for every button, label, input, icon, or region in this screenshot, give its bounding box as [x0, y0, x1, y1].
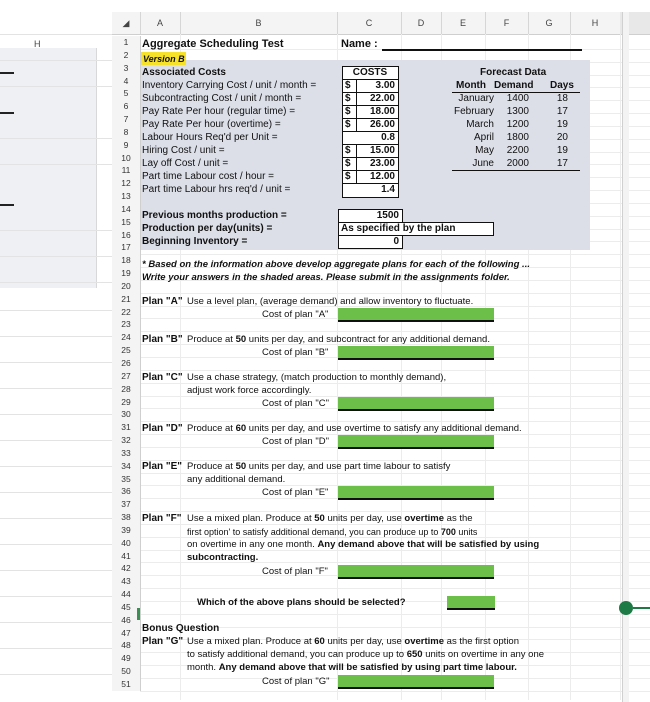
cost-label: Part time Labour hrs req'd / unit =: [142, 184, 291, 195]
plan-c-label: Plan "C": [142, 372, 183, 383]
selection-question: Which of the above plans should be selected?: [197, 597, 406, 608]
forecast-month: May: [475, 145, 494, 156]
prod-per-day-value: As specified by the plan: [341, 223, 456, 234]
row-header[interactable]: 34: [112, 460, 141, 473]
plan-f-cost-label: Cost of plan "F": [262, 566, 328, 577]
row-header[interactable]: 22: [112, 306, 141, 319]
column-header-g[interactable]: G: [528, 12, 571, 34]
row-header[interactable]: 45: [112, 601, 141, 614]
plan-c-text-2: adjust work force accordingly.: [187, 385, 312, 396]
forecast-days: 19: [556, 119, 568, 130]
bonus-title: Bonus Question: [142, 623, 220, 634]
row-header[interactable]: 16: [112, 229, 141, 242]
cost-label: Hiring Cost / unit =: [142, 145, 225, 156]
forecast-demand: 1400: [506, 93, 529, 104]
forecast-header-month: Month: [456, 80, 486, 91]
row-header[interactable]: 44: [112, 588, 141, 601]
row-header[interactable]: 42: [112, 562, 141, 575]
plan-f-text-4: subcontracting.: [187, 552, 259, 563]
row-header[interactable]: 27: [112, 370, 141, 383]
plan-b-text: Produce at 50 units per day, and subcontract for any additional demand.: [187, 334, 490, 345]
plan-g-text-1: Use a mixed plan. Produce at 60 units per day, use overtime as the first option: [187, 636, 519, 647]
row-header[interactable]: 10: [112, 152, 141, 165]
row-header[interactable]: 2: [112, 49, 141, 62]
forecast-demand: 2000: [506, 158, 529, 169]
row-header[interactable]: 29: [112, 396, 141, 409]
cost-value: 12.00: [369, 171, 395, 182]
plan-f-label: Plan "F": [142, 513, 182, 524]
prev-production-value: 1500: [376, 210, 399, 221]
cost-value: 23.00: [369, 158, 395, 169]
row-header[interactable]: 17: [112, 241, 141, 254]
forecast-month: February: [453, 106, 494, 117]
row-header[interactable]: 11: [112, 164, 141, 177]
plan-c-cost-answer[interactable]: [338, 397, 494, 411]
row-header[interactable]: 19: [112, 267, 141, 280]
plan-f-text-3: on overtime in any one month. Any demand above that will be satisfied by using: [187, 539, 540, 550]
row-header[interactable]: 37: [112, 498, 141, 511]
plan-a-cost-answer[interactable]: [338, 308, 494, 322]
plan-c-text: Use a chase strategy, (match production to monthly demand),: [187, 372, 447, 383]
forecast-days: 17: [556, 158, 568, 169]
cost-label: Lay off Cost / unit =: [142, 158, 229, 169]
cost-value: 26.00: [369, 119, 395, 130]
row-header[interactable]: 6: [112, 100, 141, 113]
background-border-mark: [0, 112, 14, 114]
column-header-h[interactable]: H: [570, 12, 621, 34]
row-header[interactable]: 36: [112, 485, 141, 498]
forecast-days: 20: [556, 132, 568, 143]
plan-g-text-3: month. Any demand above that will be satisfied by using part time labour.: [187, 662, 517, 673]
row-header[interactable]: 28: [112, 383, 141, 396]
cost-label: Pay Rate Per hour (regular time) =: [142, 106, 296, 117]
row-header[interactable]: 12: [112, 177, 141, 190]
row-header[interactable]: 51: [112, 678, 141, 691]
row-header[interactable]: 50: [112, 665, 141, 678]
cost-dollar: $: [345, 93, 351, 104]
cost-value: 3.00: [375, 80, 395, 91]
instructions-line-1: * Based on the information above develop aggregate plans for each of the following ...: [142, 259, 530, 270]
row-header[interactable]: 49: [112, 652, 141, 665]
forecast-title: Forecast Data: [480, 67, 547, 78]
row-header[interactable]: 40: [112, 537, 141, 550]
row-header[interactable]: 24: [112, 331, 141, 344]
plan-e-cost-answer[interactable]: [338, 486, 494, 500]
selection-handle[interactable]: [619, 601, 633, 615]
row-header[interactable]: 14: [112, 203, 141, 216]
plan-e-cost-label: Cost of plan "E": [262, 487, 329, 498]
column-header-a[interactable]: A: [140, 12, 181, 34]
row-45-selection-marker: [137, 608, 140, 620]
forecast-demand: 1300: [506, 106, 529, 117]
row-header[interactable]: 7: [112, 113, 141, 126]
forecast-month: June: [472, 158, 494, 169]
background-border-mark: [0, 204, 14, 206]
row-header[interactable]: 30: [112, 408, 141, 421]
plan-e-label: Plan "E": [142, 461, 183, 472]
row-header[interactable]: 41: [112, 550, 141, 563]
prev-production-label: Previous months production =: [142, 210, 287, 221]
row-header[interactable]: 32: [112, 434, 141, 447]
select-all-corner[interactable]: ◢: [112, 12, 141, 34]
plan-b-cost-label: Cost of plan "B": [262, 347, 329, 358]
cost-label: Inventory Carrying Cost / unit / month =: [142, 80, 317, 91]
cost-value: 15.00: [369, 145, 395, 156]
cost-dollar: $: [345, 119, 351, 130]
row-header[interactable]: 31: [112, 421, 141, 434]
forecast-demand: 1800: [506, 132, 529, 143]
row-header[interactable]: 39: [112, 524, 141, 537]
instructions-line-2: Write your answers in the shaded areas. Please submit in the assignments folder.: [142, 272, 510, 283]
row-header[interactable]: 9: [112, 139, 141, 152]
row-header[interactable]: 26: [112, 357, 141, 370]
column-header-c[interactable]: C: [337, 12, 402, 34]
row-header[interactable]: 8: [112, 126, 141, 139]
plan-d-text: Produce at 60 units per day, and use overtime to satisfy any additional demand.: [187, 423, 522, 434]
cost-value: 1.4: [381, 184, 395, 195]
cost-dollar: $: [345, 106, 351, 117]
cost-value: 18.00: [369, 106, 395, 117]
plan-e-text-2: any additional demand.: [187, 474, 286, 485]
forecast-header-days: Days: [550, 80, 574, 91]
forecast-header-demand: Demand: [494, 80, 534, 91]
background-window: [0, 0, 112, 700]
plan-b-cost-answer[interactable]: [338, 346, 494, 360]
cost-dollar: $: [345, 80, 351, 91]
background-column-header: H: [34, 39, 41, 49]
row-header[interactable]: 38: [112, 511, 141, 524]
row-header[interactable]: 18: [112, 254, 141, 267]
forecast-days: 19: [556, 145, 568, 156]
plan-f-text-2: first option' to satisfy additional demand, you can produce up to 700 units: [187, 527, 478, 537]
row-header[interactable]: 5: [112, 87, 141, 100]
forecast-month: March: [466, 119, 494, 130]
row-header[interactable]: 23: [112, 318, 141, 331]
row-header[interactable]: 25: [112, 344, 141, 357]
background-border-mark: [0, 72, 14, 74]
forecast-demand: 1200: [506, 119, 529, 130]
forecast-demand: 2200: [506, 145, 529, 156]
plan-a-text: Use a level plan, (average demand) and allow inventory to fluctuate.: [187, 296, 474, 307]
cost-value: 0.8: [381, 132, 395, 143]
row-header[interactable]: 21: [112, 293, 141, 306]
plan-g-label: Plan "G": [142, 636, 184, 647]
plan-a-cost-label: Cost of plan "A": [262, 309, 329, 320]
row-header[interactable]: 43: [112, 575, 141, 588]
prod-per-day-label: Production per day(units) =: [142, 223, 273, 234]
plan-d-cost-answer[interactable]: [338, 435, 494, 449]
row-header[interactable]: 3: [112, 62, 141, 75]
row-header[interactable]: 47: [112, 627, 141, 640]
row-header[interactable]: 46: [112, 614, 141, 627]
plan-g-cost-label: Cost of plan "G": [262, 676, 330, 687]
plan-a-label: Plan "A": [142, 296, 183, 307]
cost-label: Labour Hours Req'd per Unit =: [142, 132, 278, 143]
row-header[interactable]: 15: [112, 216, 141, 229]
plan-e-text: Produce at 50 units per day, and use part time labour to satisfy: [187, 461, 451, 472]
column-header-bar: [112, 12, 650, 35]
selection-answer[interactable]: [447, 596, 495, 610]
name-field[interactable]: [382, 49, 582, 51]
column-header-d[interactable]: D: [401, 12, 442, 34]
row-header[interactable]: 35: [112, 473, 141, 486]
plan-d-label: Plan "D": [142, 423, 183, 434]
column-header-f[interactable]: F: [485, 12, 529, 34]
plan-f-cost-answer[interactable]: [338, 565, 494, 579]
cost-dollar: $: [345, 171, 351, 182]
plan-g-cost-answer[interactable]: [338, 675, 494, 689]
forecast-month: January: [458, 93, 494, 104]
column-header-e[interactable]: E: [441, 12, 486, 34]
cost-label: Pay Rate Per hour (overtime) =: [142, 119, 281, 130]
beginning-inventory-value: 0: [393, 236, 399, 247]
cost-dollar: $: [345, 158, 351, 169]
plan-b-label: Plan "B": [142, 334, 183, 345]
cost-value: 22.00: [369, 93, 395, 104]
beginning-inventory-label: Beginning Inventory =: [142, 236, 248, 247]
spreadsheet[interactable]: [112, 0, 650, 700]
version-label: Version B: [143, 54, 185, 64]
column-header-b[interactable]: B: [180, 12, 338, 34]
plan-f-text-1: Use a mixed plan. Produce at 50 units per day, use overtime as the: [187, 513, 473, 524]
sheet-title: Aggregate Scheduling Test: [142, 38, 284, 50]
cost-dollar: $: [345, 145, 351, 156]
row-header[interactable]: 1: [112, 36, 141, 49]
row-header[interactable]: 20: [112, 280, 141, 293]
row-header[interactable]: 48: [112, 639, 141, 652]
forecast-month: April: [473, 132, 494, 143]
costs-section-title: Associated Costs: [142, 67, 226, 78]
forecast-days: 17: [556, 106, 568, 117]
name-label: Name :: [341, 38, 378, 50]
row-header[interactable]: 4: [112, 75, 141, 88]
forecast-days: 18: [556, 93, 568, 104]
background-shaded-column: [0, 48, 97, 288]
costs-header: COSTS: [352, 67, 388, 78]
plan-g-text-2: to satisfy additional demand, you can produce up to 650 units on overtime in any one: [187, 649, 545, 660]
plan-c-cost-label: Cost of plan "C": [262, 398, 329, 409]
plan-d-cost-label: Cost of plan "D": [262, 436, 329, 447]
row-header[interactable]: 13: [112, 190, 141, 203]
cost-label: Subcontracting Cost / unit / month =: [142, 93, 302, 104]
cost-label: Part time Labour cost / hour =: [142, 171, 275, 182]
row-header[interactable]: 33: [112, 447, 141, 460]
